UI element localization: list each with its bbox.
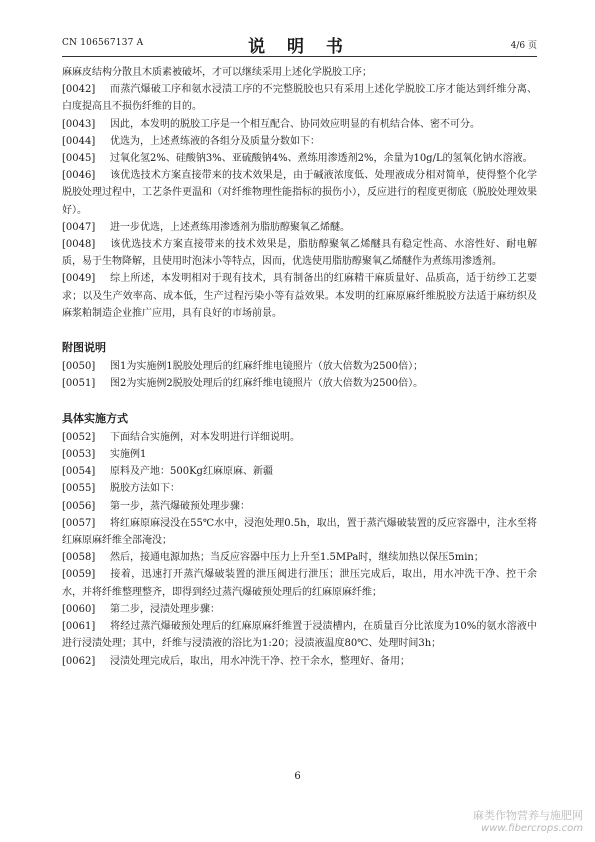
paragraph-continuation: 麻麻皮结构分散且木质素被破坏，才可以继续采用上述化学脱胶工序；: [62, 67, 372, 78]
paragraph-text: 过氧化氢2%、硅酸钠3%、亚硫酸钠4%、煮练用渗透剂2%，余量为10g/L的氢氧化钠水溶液。: [110, 153, 533, 165]
paragraph-text: 综上所述，本发明相对于现有技术，具有制备出的红麻精干麻质量好、品质高，适于纺纱工艺要求；以及生产效率高、成本低，生产过程污染小等有益效果。本发明的红麻原麻纤维脱胶方法适于麻纺织及麻浆粕制造企业推广应用，具有良好的市场前景。: [62, 273, 537, 319]
paragraph-number: [0048]: [62, 239, 96, 251]
paragraph-text: 将红麻原麻浸没在55℃水中，浸泡处理0.5h，取出，置于蒸汽爆破装置的反应容器中，注水至将红麻原麻纤维全部淹没；: [62, 517, 537, 547]
paragraph-number: [0049]: [62, 273, 96, 285]
paragraph-text: 该优选技术方案直接带来的技术效果是，脂肪醇聚氧乙烯醚具有稳定性高、水溶性好、耐电解质，易于生物降解，且使用时泡沫小等特点，因而，优选使用脂肪醇聚氧乙烯醚作为煮练用渗透剂。: [62, 239, 537, 268]
page-indicator: 4/6 页: [510, 41, 537, 51]
paragraph: [62, 480, 537, 497]
paragraph-text: 将经过蒸汽爆破预处理后的红麻原麻纤维置于浸渍槽内，在质量百分比浓度为10%的氨水溶液中进行浸渍处理；其中，纤维与浸渍液的浴比为1:20；浸渍液温度80℃、处理时间3h；: [62, 621, 537, 650]
paragraph: [62, 515, 537, 549]
paragraph-number: [0058]: [62, 552, 96, 564]
paragraph-text: 第一步，蒸汽爆破预处理步骤：: [110, 500, 250, 512]
paragraph-number: [0062]: [62, 655, 96, 667]
paragraph-number: [0055]: [62, 483, 96, 495]
paragraph: [62, 498, 537, 515]
paragraph-number: [0046]: [62, 170, 96, 182]
paragraph-text: 而蒸汽爆破工序和氨水浸渍工序的不完整脱胶也只有采用上述化学脱胶工序才能达到纤维分离、白度提高且不损伤纤维的目的。: [62, 84, 537, 113]
paragraph-number: [0052]: [62, 431, 96, 443]
paragraph: [62, 446, 537, 463]
paragraph: [62, 549, 537, 566]
paragraph: [62, 429, 537, 446]
paragraph-text: 浸渍处理完成后，取出，用水冲洗干净、控干余水，整理好、备用；: [110, 655, 410, 667]
page-header: [62, 28, 537, 58]
paragraph: [62, 133, 537, 150]
paragraph-group-b: [62, 358, 537, 392]
paragraph: [62, 618, 537, 652]
paragraph-number: [0060]: [62, 603, 96, 615]
paragraph-number: [0059]: [62, 569, 96, 581]
paragraph-text: 接着，迅速打开蒸汽爆破装置的泄压阀进行泄压；泄压完成后，取出，用水冲洗干净、控干余水，并将纤维整理整齐，即得到经过蒸汽爆破预处理后的红麻原麻纤维；: [62, 569, 537, 598]
paragraph-text: 实施例1: [110, 449, 147, 461]
paragraph-text: 该优选技术方案直接带来的技术效果是，由于碱液浓度低、处理液成分相对简单，使得整个化学脱胶处理过程中，工艺条件更温和（对纤维物理性能指标的损伤小），反应进行的程度更彻底（脱胶处理效果好）。: [62, 170, 537, 216]
document-body: [62, 64, 537, 670]
paragraph-text: 优选为，上述煮练液的各组分及质量分数如下：: [110, 135, 320, 147]
header-divider: [62, 56, 537, 57]
watermark-line2: www.fibercrops.com: [481, 823, 583, 834]
paragraph-number: [0057]: [62, 517, 96, 529]
paragraph-group-a: [62, 81, 537, 322]
paragraph-number: [0047]: [62, 221, 96, 233]
paragraph: [62, 270, 537, 322]
section-heading-figures: 附图说明: [62, 341, 106, 355]
paragraph: [62, 653, 537, 670]
section-heading-embodiments: 具体实施方式: [62, 411, 128, 425]
paragraph: [62, 463, 537, 480]
paragraph: [62, 375, 537, 392]
paragraph-number: [0061]: [62, 621, 96, 633]
paragraph-text: 进一步优选，上述煮练用渗透剂为脂肪醇聚氧乙烯醚。: [110, 221, 350, 233]
paragraph-number: [0053]: [62, 449, 96, 461]
paragraph-text: 图1为实施例1脱胶处理后的红麻纤维电镜照片（放大倍数为2500倍）；: [110, 361, 424, 373]
paragraph: [62, 236, 537, 270]
paragraph-number: [0050]: [62, 361, 96, 373]
paragraph-text: 原料及产地：500Kg红麻原麻、新疆: [110, 466, 273, 478]
paragraph-text: 然后，接通电源加热；当反应容器中压力上升至1.5MPa时，继续加热以保压5min；: [110, 552, 484, 564]
paragraph-number: [0043]: [62, 118, 96, 130]
paragraph-text: 第二步，浸渍处理步骤：: [110, 603, 220, 615]
paragraph: [62, 150, 537, 167]
page-footer-number: 6: [294, 771, 301, 782]
document-title: 说 明 书: [248, 37, 351, 57]
paragraph: [62, 219, 537, 236]
watermark: [473, 807, 583, 834]
paragraph-number: [0051]: [62, 378, 96, 390]
paragraph-text: 因此，本发明的脱胶工序是一个相互配合、协同效应明显的有机结合体、密不可分。: [110, 118, 480, 130]
paragraph-text: 脱胶方法如下：: [110, 483, 180, 495]
paragraph: [62, 81, 537, 115]
watermark-line1: 麻类作物营养与施肥网: [473, 809, 583, 822]
paragraph: [62, 116, 537, 133]
paragraph-number: [0054]: [62, 466, 96, 478]
paragraph: [62, 566, 537, 600]
paragraph-group-c: [62, 429, 537, 670]
paragraph-number: [0044]: [62, 135, 96, 147]
paragraph-number: [0042]: [62, 84, 96, 96]
paragraph-text: 下面结合实施例，对本发明进行详细说明。: [110, 431, 300, 443]
patent-number: CN 106567137 A: [62, 38, 144, 48]
paragraph: [62, 167, 537, 219]
paragraph-number: [0056]: [62, 500, 96, 512]
paragraph: [62, 358, 537, 375]
paragraph: [62, 601, 537, 618]
paragraph-text: 图2为实施例2脱胶处理后的红麻纤维电镜照片（放大倍数为2500倍）。: [110, 378, 424, 390]
paragraph-number: [0045]: [62, 153, 96, 165]
